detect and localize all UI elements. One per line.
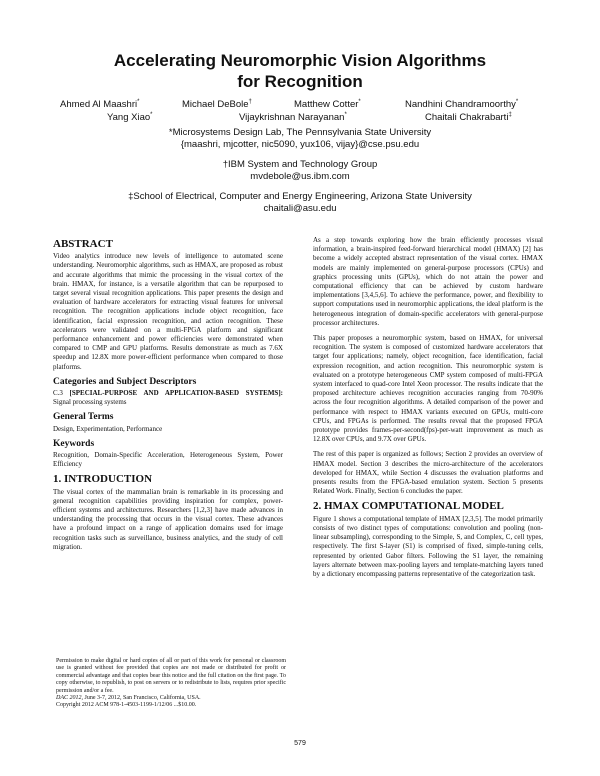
author: Yang Xiao*: [107, 112, 153, 124]
author: Matthew Cotter*: [294, 99, 361, 111]
permission-notice: [56, 658, 286, 710]
paragraph: As a step towards exploring how the brain efficiently processes visual information, a brain-inspired feed-forward hierarchical model (HMAX) [2] has become a widely accepted abstract representation of the visual cortex. HMAX models are mainly implemented on general-purpose processors (CPUs) and graphics processing units (GPUs), which do not attain the power and computational efficiency that can be achieved by custom hardware implementations [3,4,5,6]. To achieve the performance, power, and flexibility to support computations used in neuromorphic applications, the ideal platform is the heterogeneous integration of domain-specific accelerators with general-purpose processor architectures.: [313, 236, 543, 327]
intro-text: The visual cortex of the mammalian brain is remarkable in its processing and general recognition capabilities providing inspiration for complex, power-efficient systems and architectures. Researchers [1,2,3] have made advances in understanding the processing that occurs in the visual cortex. These advances have a profound impact on a range of application domains used for image recognition tasks such as surveillance, business analytics, and the study of cell migration.: [53, 487, 283, 551]
affiliation: ‡School of Electrical, Computer and Energy Engineering, Arizona State University chaitali@asu.edu: [128, 191, 472, 214]
general-terms-text: Design, Experimentation, Performance: [53, 424, 163, 433]
author: Ahmed Al Maashri*: [60, 99, 140, 111]
intro-heading: 1. INTRODUCTION: [53, 473, 153, 486]
paragraph: Figure 1 shows a computational template of HMAX [2,3,5]. The model primarily consists of two distinct types of computations: convolution and pooling (non-linear subsampling), corresponding to the Simple, S, and Complex, C, cell types, respectively. The first S-layer (S1) is comprised of fixed, simple-tuning cells, represented by oriented Gabor filters. Following the S1 layer, the remaining layers alternate between max-pooling layers and template-matching layers tuned by a dictionary encompassing patterns representative of the categorization task.: [313, 514, 543, 578]
author: Nandhini Chandramoorthy*: [405, 99, 519, 111]
title-line-2: for Recognition: [237, 72, 363, 91]
affiliation: †IBM System and Technology Group mvdebole@us.ibm.com: [222, 159, 378, 182]
affiliation: *Microsystems Design Lab, The Pennsylvania State University {maashri, mjcotter, nic5090, yux106, vijay}@cse.psu.edu: [168, 127, 432, 150]
abstract-text: Video analytics introduce new levels of intelligence to automated scene understanding. Neuromorphic algorithms, such as HMAX, are proposed as robust and accurate algorithms that mimic the processing in the visual cortex of the brain. HMAX, for instance, is a versatile algorithm that can be repurposed to target several visual recognition applications. This paper presents the design and evaluation of hardware accelerators for extracting visual features for universal recognition. The recognition applications include object recognition, face identification, facial expression recognition, and action recognition. These accelerators were validated on a multi-FPGA platform and significant performance enhancement and power efficiencies were demonstrated when compared to CMP and GPU platforms. Results demonstrate as much as 7.6X speedup and 12.8X more power-efficient performance when compared to those platforms.: [53, 252, 283, 371]
left-column: [53, 236, 283, 558]
paragraph: This paper proposes a neuromorphic system, based on HMAX, for universal recognition. The system is composed of customized hardware accelerators that target four applications; namely, object recognition, face identification, facial expression recognition, and action recognition. This neuromorphic system is evaluated on a prototype heterogeneous CMP system composed of multi-FPGA system interfaced to quad-core Intel Xeon processor. The results indicate that the proposed architecture achieves recognition accuracies ranging from 70-90% across the four recognition algorithms. A detailed comparison of the power and performance with respect to HMAX variants executed on GPUs, multi-core CPUs, and FPGAs is performed. The results reveal that the proposed FPGA prototype provides frames-per-second(fps)-per-watt improvement as much as 12.8X over CPUs, and 9.7X over GPUs.: [313, 334, 543, 444]
categories-heading: Categories and Subject Descriptors: [53, 376, 197, 387]
author: Michael DeBole†: [182, 99, 252, 111]
right-column: [313, 236, 543, 585]
keywords-text: Recognition, Domain-Specific Acceleration, Heterogeneous System, Power Efficiency: [53, 451, 283, 469]
page-number: 579: [294, 740, 306, 747]
paper-title: [0, 50, 600, 92]
categories-text: C.3 [SPECIAL-PURPOSE AND APPLICATION-BASED SYSTEMS]: Signal processing systems: [53, 389, 283, 407]
abstract-heading: ABSTRACT: [53, 238, 113, 250]
author: Vijaykrishnan Narayanan*: [239, 112, 347, 124]
title-line-1: Accelerating Neuromorphic Vision Algorithms: [113, 51, 487, 70]
copyright-line: Copyright 2012 ACM 978-1-4503-1199-1/12/06 ...$10.00.: [56, 702, 197, 709]
permission-text: Permission to make digital or hard copies of all or part of this work for personal or classroom use is granted without fee provided that copies are not made or distributed for profit or commercial advantage and that copies bear this notice and the full citation on the first page. To copy otherwise, to republish, to post on servers or to redistribute to lists, requires prior specific permission and/or a fee.: [56, 658, 286, 694]
general-terms-heading: General Terms: [53, 412, 114, 423]
paragraph: The rest of this paper is organized as follows; Section 2 provides an overview of HMAX model. Section 3 describes the micro-architecture of the accelerators developed for HMAX, while Section 4 discusses the evaluation platforms and presents results from the FPGA-based emulation system. Section 5 presents Related Work. Finally, Section 6 concludes the paper.: [313, 450, 543, 496]
author: Chaitali Chakrabarti‡: [425, 112, 512, 124]
keywords-heading: Keywords: [53, 438, 95, 449]
section-2-heading: 2. HMAX COMPUTATIONAL MODEL: [313, 500, 504, 513]
venue-line: DAC 2012, June 3-7, 2012, San Francisco, California, USA.: [56, 695, 201, 702]
